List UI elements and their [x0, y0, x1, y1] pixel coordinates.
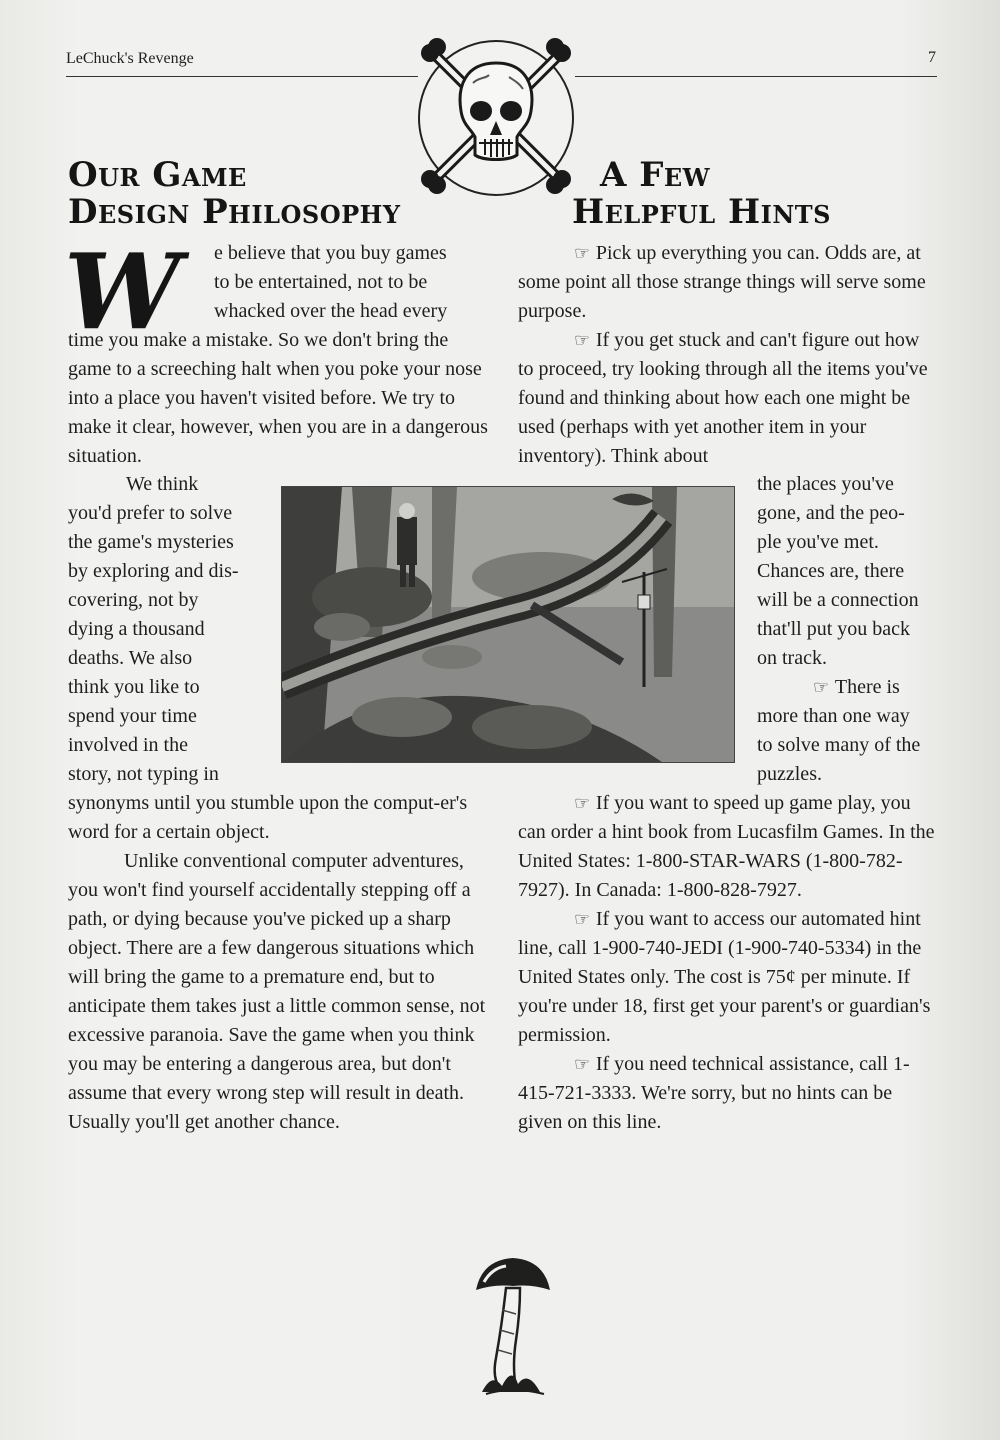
pointing-hand-icon: ☞ — [813, 677, 835, 698]
header-rule-right — [575, 76, 937, 77]
paragraph-2-wrap — [68, 470, 280, 789]
hint-3-line: puzzles. — [757, 763, 822, 785]
hints-heading-line2: Helpful Hints — [572, 192, 831, 232]
paragraph-3: Unlike conventional computer adventures, you won't find yourself accidentally stepping off a path, or dying because you've picked up a sharp object. There are a few dangerous situations which will bring the game to a premature end, but to anticipate them takes just a little common sense, not excessive paranoia. Save the game when you think you may be entering a dangerous area, but don't assume that every wrong step will result in death. Usually you'll get another chance. — [68, 850, 486, 1133]
para2-line: deaths. We also — [68, 647, 193, 669]
pointing-hand-icon: ☞ — [574, 909, 596, 930]
intro-line: whacked over the head every — [214, 300, 448, 322]
para2-line: you'd prefer to solve — [68, 502, 233, 524]
hint-2-line: will be a connection — [757, 589, 919, 611]
para2-line: spend your time — [68, 705, 197, 727]
header-rule-left — [66, 76, 418, 77]
hint-4-text: If you want to speed up game play, you can order a hint book from Lucasfilm Games. In the United States: 1-800-STAR-WARS (1-800-782-7927). In Canada: 1-800-828-7927. — [518, 792, 935, 901]
hint-6 — [518, 1050, 938, 1137]
pointing-hand-icon: ☞ — [574, 243, 596, 264]
hints-heading-line1: A Few — [600, 155, 711, 195]
paragraph-2-rest — [68, 789, 494, 1137]
para2-line: We think — [126, 473, 199, 495]
hint-3-line: more than one way — [757, 705, 910, 727]
hints-bottom — [518, 789, 938, 1137]
hint-2-line: gone, and the peo- — [757, 502, 905, 524]
pointing-hand-icon: ☞ — [574, 793, 596, 814]
drop-cap: W — [64, 230, 181, 353]
hint-2-text: If you get stuck and can't figure out how to proceed, try looking through all the items you've found and thinking about how each one might be used (perhaps with yet another item in your inventory). Think about — [518, 329, 928, 467]
paragraph-1-text: time you make a mistake. So we don't bring the game to a screeching halt when you poke your nose into a place you haven't visited before. We try to make it clear, however, when you are in a dangerous situation. — [68, 329, 488, 467]
hint-3-line: to solve many of the — [757, 734, 921, 756]
hint-2-line: Chances are, there — [757, 560, 905, 582]
hints-wrap — [757, 470, 947, 789]
hint-2-line: that'll put you back — [757, 618, 911, 640]
hint-1 — [518, 239, 938, 326]
hint-5-text: If you want to access our automated hint line, call 1-900-740-JEDI (1-900-740-5334) in the United States only. The cost is 75¢ per minute. If you're under 18, first get your parent's or guardian's permission. — [518, 908, 931, 1046]
pointing-hand-icon: ☞ — [574, 1054, 596, 1075]
para2-line: story, not typing in — [68, 763, 219, 785]
intro-line: to be entertained, not to be — [214, 271, 428, 293]
hint-3-first: There is — [834, 676, 900, 698]
para2-line: the game's mysteries — [68, 531, 234, 553]
hint-2-line: the places you've — [757, 473, 894, 495]
jungle-scene-illustration — [281, 486, 735, 763]
paragraph-2-rest-text: synonyms until you stumble upon the comput-er's word for a certain object. — [68, 792, 468, 843]
hint-2-line: on track. — [757, 647, 827, 669]
philosophy-heading-line2: Design Philosophy — [68, 192, 401, 232]
intro-line: e believe that you buy games — [214, 242, 447, 264]
hint-5 — [518, 905, 938, 1050]
para2-line: involved in the — [68, 734, 188, 756]
para2-line: dying a thousand — [68, 618, 205, 640]
para2-line: think you like to — [68, 676, 200, 698]
mushroom-icon — [472, 1254, 554, 1396]
page-number: 7 — [928, 49, 936, 66]
hint-2-line: ple you've met. — [757, 531, 879, 553]
philosophy-heading-line1: Our Game — [68, 155, 247, 195]
intro-lines — [214, 239, 494, 326]
hint-1-text: Pick up everything you can. Odds are, at some point all those strange things will serve some purpose. — [518, 242, 926, 322]
para2-line: covering, not by — [68, 589, 199, 611]
paragraph-1 — [68, 326, 494, 471]
para2-line: by exploring and dis- — [68, 560, 239, 582]
hint-6-text: If you need technical assistance, call 1-415-721-3333. We're sorry, but no hints can be given on this line. — [518, 1053, 910, 1133]
hint-4 — [518, 789, 938, 905]
hint-3-line — [757, 673, 947, 702]
running-header: LeChuck's Revenge — [66, 50, 194, 67]
skull-and-crossbones-icon — [413, 33, 579, 199]
hint-2 — [518, 326, 938, 471]
hints-top — [518, 239, 938, 471]
pointing-hand-icon: ☞ — [574, 330, 596, 351]
